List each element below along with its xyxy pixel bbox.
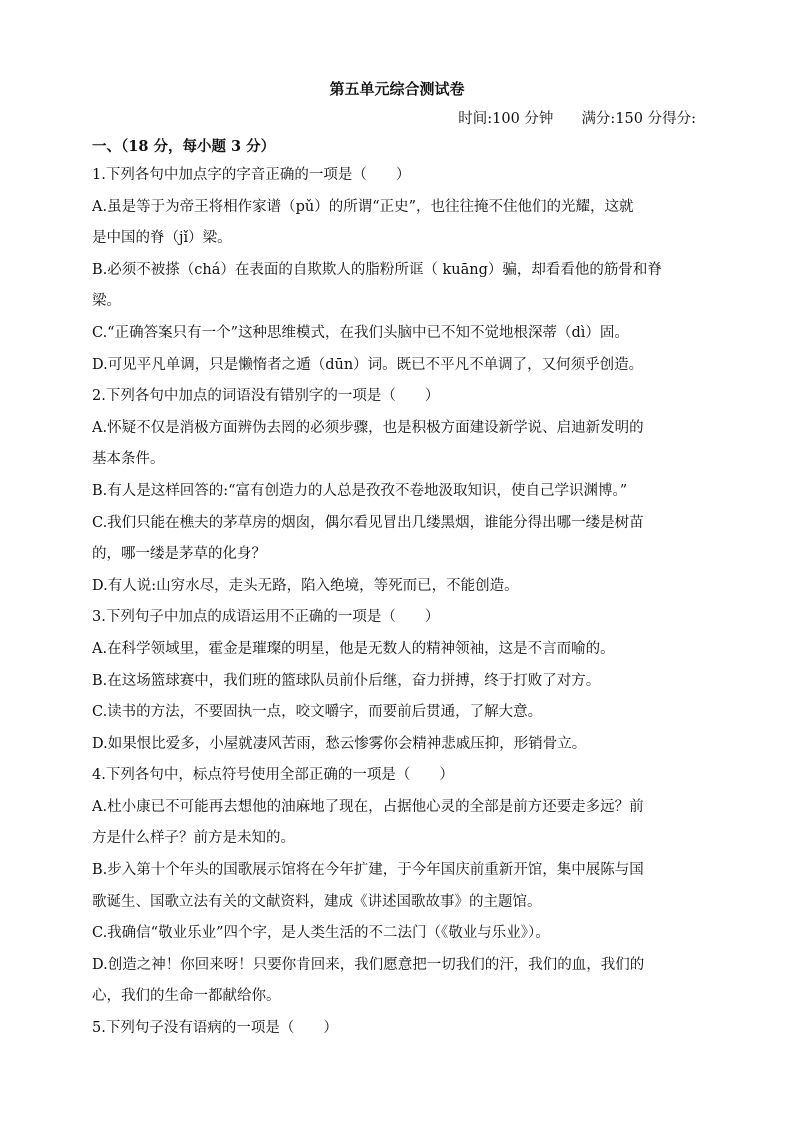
question-1-option-c: C.“正确答案只有一个”这种思维模式，在我们头脑中已不知不觉地根深蒂（dì）固。 bbox=[92, 324, 629, 341]
question-4-option-c: C.我确信“敬业乐业”四个字，是人类生活的不二法门（《敬业与乐业》）。 bbox=[92, 925, 550, 942]
question-3-option-c: C.读书的方法，不要固执一点，咬文嚼字，而要前后贯通，了解大意。 bbox=[92, 704, 543, 721]
question-4-option-a: A.杜小康已不可能再去想他的油麻地了现在，占据他心灵的全部是前方还要走多远？前 bbox=[92, 798, 644, 815]
section-heading: 一、（18 分，每小题 3 分） bbox=[92, 138, 276, 155]
question-4-option-b: B.步入第十个年头的国歌展示馆将在今年扩建，于今年国庆前重新开馆，集中展陈与国 bbox=[92, 862, 644, 879]
question-2-option-b: B.有人是这样回答的:“富有创造力的人总是孜孜不卷地汲取知识，使自己学识渊博。” bbox=[92, 482, 628, 499]
question-1-option-a-cont: 是中国的脊（jǐ）梁。 bbox=[92, 230, 232, 247]
question-4-option-d: D.创造之神！你回来呀！只要你肯回来，我们愿意把一切我们的汗，我们的血，我们的 bbox=[92, 956, 645, 973]
exam-score: 满分:150 分得分: bbox=[581, 111, 696, 127]
question-3-option-b: B.在这场篮球赛中，我们班的篮球队员前仆后继，奋力拼搏，终于打败了对方。 bbox=[92, 672, 601, 689]
question-3-option-d: D.如果恨比爱多，小屋就凄风苦雨，愁云惨雾你会精神悲戚压抑，形销骨立。 bbox=[92, 735, 587, 752]
question-2-option-a-cont: 基本条件。 bbox=[92, 451, 165, 468]
question-1-stem: 1.下列各句中加点字的字音正确的一项是（ ） bbox=[92, 167, 411, 183]
exam-time: 时间:100 分钟 bbox=[458, 111, 554, 127]
question-4-stem: 4.下列各句中，标点符号使用全部正确的一项是（ ） bbox=[92, 767, 454, 784]
question-1-option-b: B.必须不被搽（chá）在表面的自欺欺人的脂粉所诓（ kuāng）骗，却看看他的筋骨和脊 bbox=[92, 261, 662, 278]
question-2-option-a: A.怀疑不仅是消极方面辨伪去罔的必须步骤，也是积极方面建设新学说、启迪新发明的 bbox=[92, 419, 644, 436]
question-2-option-c: C.我们只能在樵夫的茅草房的烟囱，偶尔看见冒出几缕黑烟，谁能分得出哪一缕是树苗 bbox=[92, 514, 644, 531]
page-title: 第五单元综合测试卷 bbox=[329, 80, 465, 98]
exam-meta bbox=[92, 106, 702, 132]
question-4-option-b-cont: 歌诞生、国歌立法有关的文献资料，建成《讲述国歌故事》的主题馆。 bbox=[92, 893, 542, 910]
question-3-option-a: A.在科学领域里，霍金是璀璨的明星，他是无数人的精神领袖，这是不言而喻的。 bbox=[92, 640, 615, 657]
question-4-option-d-cont: 心，我们的生命一都献给你。 bbox=[92, 988, 281, 1005]
question-4-option-a-cont: 方是什么样子？前方是未知的。 bbox=[92, 830, 295, 847]
question-1-option-a: A.虽是等于为帝王将相作家谱（pǔ）的所谓“正史”，也往往掩不住他们的光耀，这就 bbox=[92, 198, 634, 215]
question-2-option-c-cont: 的，哪一缕是茅草的化身？ bbox=[92, 546, 266, 563]
question-5-stem: 5.下列句子没有语病的一项是（ ） bbox=[92, 1020, 338, 1037]
question-2-stem: 2.下列各句中加点的词语没有错别字的一项是（ ） bbox=[92, 388, 440, 405]
question-3-stem: 3.下列句子中加点的成语运用不正确的一项是（ ） bbox=[92, 609, 440, 626]
question-2-option-d: D.有人说:山穷水尽，走头无路，陷入绝境，等死而已，不能创造。 bbox=[92, 577, 519, 594]
question-list bbox=[92, 160, 702, 1045]
question-1-option-d: D.可见平凡单调，只是懒惰者之遁（dūn）词。既已不平凡不单调了，又何须乎创造。 bbox=[92, 356, 644, 373]
question-1-option-b-cont: 梁。 bbox=[92, 293, 121, 310]
